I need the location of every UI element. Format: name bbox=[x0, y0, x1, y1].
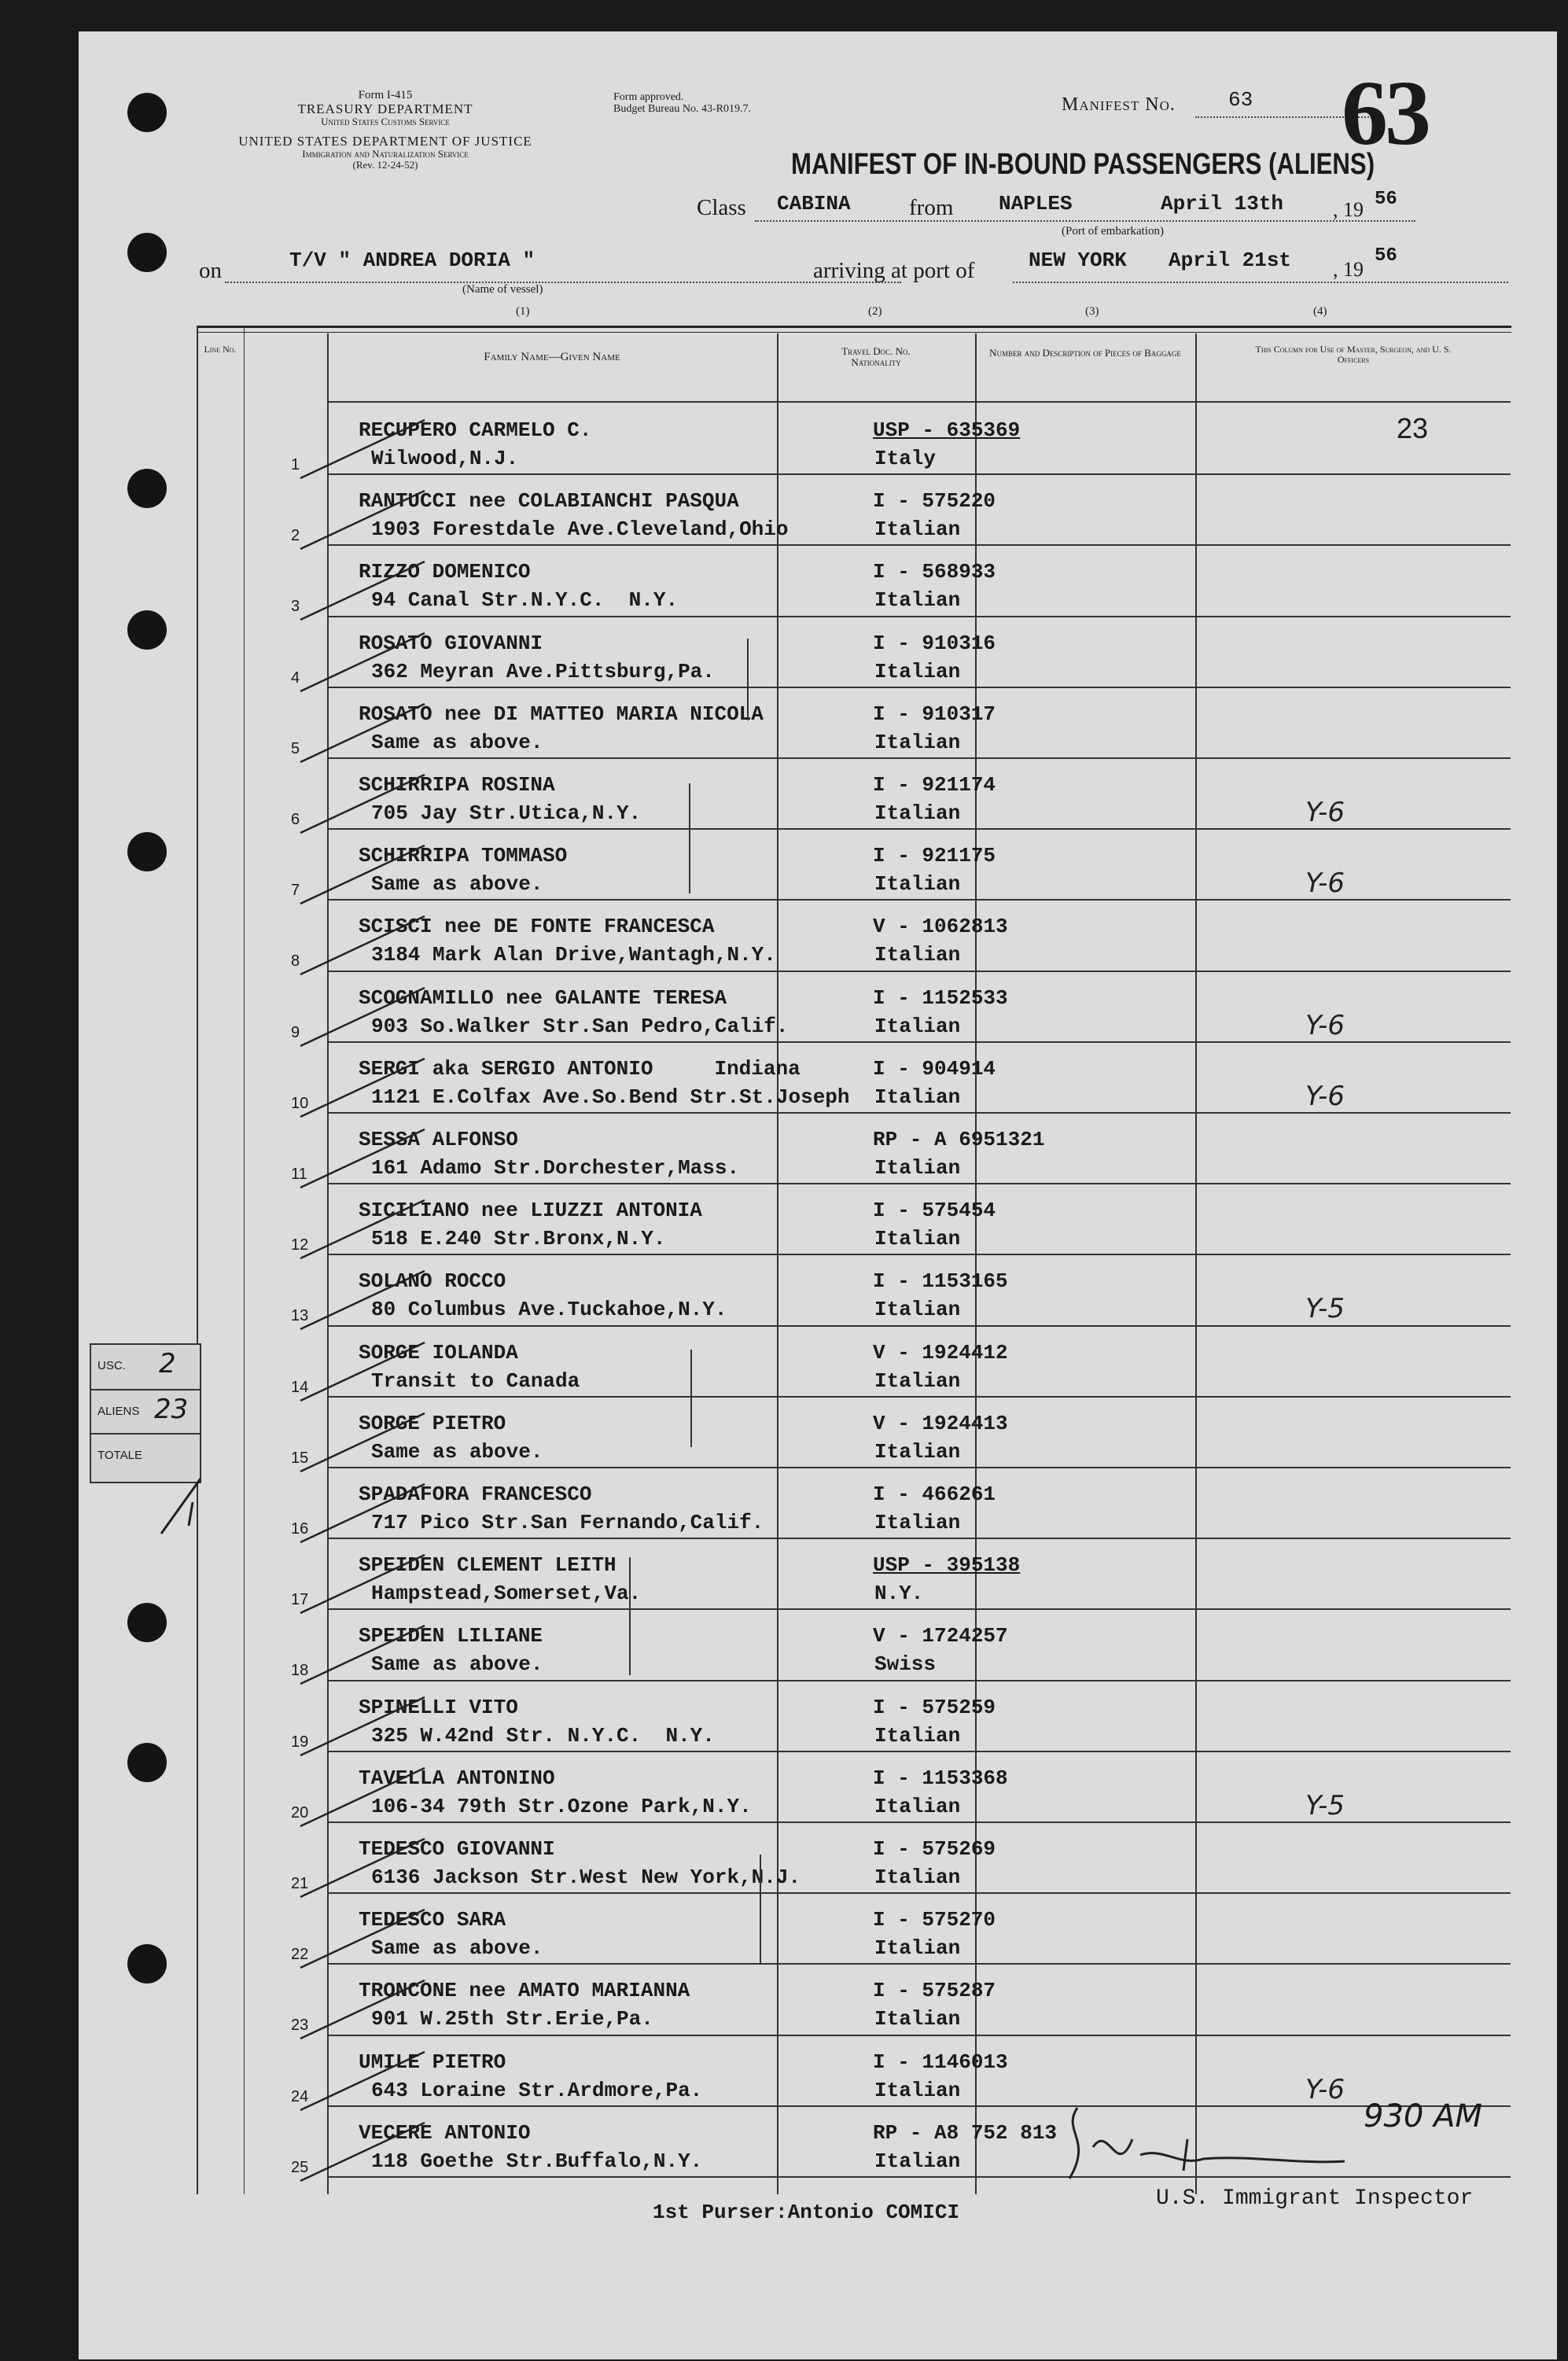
nationality: N.Y. bbox=[874, 1582, 924, 1606]
table-row bbox=[79, 902, 1557, 973]
row-divider bbox=[327, 1467, 1511, 1468]
passenger-address: 362 Meyran Ave.Pittsburg,Pa. bbox=[371, 659, 715, 683]
table-row bbox=[79, 690, 1557, 761]
manifest-title: MANIFEST OF IN-BOUND PASSENGERS (ALIENS) bbox=[791, 148, 1375, 181]
table-row bbox=[79, 477, 1557, 547]
officer-note: Y-5 bbox=[1305, 1789, 1345, 1821]
passenger-address: 518 E.240 Str.Bronx,N.Y. bbox=[371, 1227, 666, 1251]
tally-usc-value: 2 bbox=[159, 1348, 176, 1379]
table-row bbox=[79, 1683, 1557, 1754]
travel-document: V - 1924412 bbox=[873, 1340, 1008, 1365]
table-row bbox=[79, 1399, 1557, 1470]
travel-document: RP - A8 752 813 bbox=[873, 2120, 1058, 2145]
row-divider bbox=[327, 1538, 1511, 1539]
line-number: 18 bbox=[291, 1662, 309, 1680]
manifest-sheet bbox=[79, 31, 1557, 2359]
tally-stamp bbox=[90, 1343, 201, 1483]
table-row bbox=[79, 1257, 1557, 1328]
passenger-address: 1121 E.Colfax Ave.So.Bend Str.St.Joseph bbox=[371, 1085, 850, 1109]
manifest-page-number: 63 bbox=[1342, 61, 1428, 164]
row-divider bbox=[327, 828, 1511, 830]
line-number: 21 bbox=[291, 1875, 309, 1892]
passenger-name: SORGE PIETRO bbox=[359, 1411, 506, 1435]
departure-year: 56 bbox=[1375, 189, 1397, 210]
port-embarkation: NAPLES bbox=[999, 192, 1073, 215]
passenger-name: VECERE ANTONIO bbox=[359, 2120, 531, 2145]
nationality: Italian bbox=[874, 1794, 961, 1818]
ins-label: Immigration and Naturalization Service bbox=[302, 148, 469, 160]
travel-document: RP - A 6951321 bbox=[873, 1128, 1045, 1151]
passenger-name: SCHIRRIPA ROSINA bbox=[359, 773, 555, 797]
passenger-address: Same as above. bbox=[371, 1652, 543, 1677]
line-number: 8 bbox=[291, 952, 300, 971]
manifest-no-value: 63 bbox=[1228, 88, 1253, 112]
row-divider bbox=[327, 1892, 1511, 1894]
travel-document: I - 466261 bbox=[873, 1483, 996, 1506]
travel-document: I - 575287 bbox=[873, 1979, 996, 2003]
travel-document: I - 1146013 bbox=[873, 2050, 1008, 2074]
travel-document: V - 1924413 bbox=[873, 1411, 1008, 1435]
line-number: 12 bbox=[291, 1236, 309, 1254]
row-divider bbox=[327, 687, 1511, 688]
vessel-caption: (Name of vessel) bbox=[462, 283, 543, 296]
nationality: Italian bbox=[874, 1368, 961, 1393]
table-row bbox=[79, 1895, 1557, 1966]
passenger-name: UMILE PIETRO bbox=[359, 2050, 506, 2074]
nationality: Italian bbox=[874, 1723, 961, 1748]
nationality: Italian bbox=[874, 1511, 961, 1534]
passenger-name: ROSATO GIOVANNI bbox=[359, 631, 543, 655]
passenger-name: SCOGNAMILLO nee GALANTE TERESA bbox=[359, 985, 727, 1010]
table-row bbox=[79, 1966, 1557, 2037]
table-row bbox=[79, 1328, 1557, 1399]
line-number: 20 bbox=[291, 1803, 309, 1821]
line-number: 16 bbox=[291, 1520, 309, 1538]
col-num-1: (1) bbox=[516, 305, 530, 318]
line-number: 4 bbox=[291, 669, 300, 687]
officer-note: Y-6 bbox=[1305, 867, 1345, 900]
row-divider bbox=[327, 616, 1511, 617]
line-number: 3 bbox=[291, 598, 300, 616]
inspector-stamp: U.S. Immigrant Inspector bbox=[1156, 2186, 1474, 2211]
passenger-name: ROSATO nee DI MATTEO MARIA NICOLA bbox=[359, 702, 764, 726]
nationality: Italian bbox=[874, 1298, 961, 1322]
table-row bbox=[79, 619, 1557, 690]
passenger-address: 1903 Forestdale Ave.Cleveland,Ohio bbox=[371, 518, 789, 542]
arrival-port: NEW YORK bbox=[1029, 249, 1127, 272]
table-row bbox=[79, 1754, 1557, 1825]
travel-document: I - 1152533 bbox=[873, 985, 1008, 1010]
manifest-no-label: Manifest No. bbox=[1062, 94, 1176, 115]
officer-note: Y-6 bbox=[1305, 1009, 1345, 1041]
col-header-name: Family Name—Given Name bbox=[484, 351, 620, 363]
nationality: Italian bbox=[874, 801, 961, 825]
passenger-address: 643 Loraine Str.Ardmore,Pa. bbox=[371, 2078, 703, 2102]
row-divider bbox=[327, 1325, 1511, 1327]
passenger-name: SOLANO ROCCO bbox=[359, 1269, 506, 1294]
row-divider bbox=[327, 544, 1511, 546]
travel-document: I - 910317 bbox=[873, 702, 996, 726]
passenger-address: Same as above. bbox=[371, 1936, 543, 1961]
passenger-name: TAVELLA ANTONINO bbox=[359, 1766, 555, 1790]
table-row bbox=[79, 1611, 1557, 1682]
travel-document: I - 921174 bbox=[873, 773, 996, 797]
travel-document: USP - 395138 bbox=[873, 1553, 1021, 1578]
line-number: 7 bbox=[291, 882, 300, 900]
col-num-2: (2) bbox=[868, 305, 882, 318]
passenger-address: Wilwood,N.J. bbox=[371, 447, 519, 470]
line-number: 19 bbox=[291, 1733, 309, 1751]
table-row bbox=[79, 1541, 1557, 1611]
travel-document: I - 575270 bbox=[873, 1908, 996, 1932]
travel-document: I - 910316 bbox=[873, 631, 996, 655]
passenger-address: 903 So.Walker Str.San Pedro,Calif. bbox=[371, 1014, 789, 1038]
line-number: 14 bbox=[291, 1378, 309, 1396]
officer-note: Y-6 bbox=[1305, 1080, 1345, 1112]
travel-document: I - 921175 bbox=[873, 844, 996, 868]
inspection-time: 930 AM bbox=[1364, 2098, 1482, 2134]
table-top-rule bbox=[197, 326, 1511, 328]
passenger-name: SORGE IOLANDA bbox=[359, 1340, 518, 1365]
line-number: 17 bbox=[291, 1591, 309, 1609]
travel-document: I - 1153368 bbox=[873, 1766, 1008, 1790]
passenger-address: Same as above. bbox=[371, 872, 543, 897]
passenger-name: SCISCI nee DE FONTE FRANCESCA bbox=[359, 915, 715, 939]
nationality: Italian bbox=[874, 1085, 961, 1109]
line-number: 10 bbox=[291, 1094, 309, 1112]
table-row bbox=[79, 761, 1557, 831]
passenger-address: 901 W.25th Str.Erie,Pa. bbox=[371, 2007, 653, 2031]
tally-usc-label: USC. bbox=[98, 1359, 126, 1372]
travel-document: I - 575269 bbox=[873, 1837, 996, 1861]
arriving-label: arriving at port of bbox=[813, 258, 975, 283]
passenger-name: TRONCONE nee AMATO MARIANNA bbox=[359, 1979, 690, 2003]
passenger-address: 94 Canal Str.N.Y.C. N.Y. bbox=[371, 588, 679, 613]
form-header-left bbox=[79, 90, 692, 170]
passenger-name: SPINELLI VITO bbox=[359, 1695, 518, 1719]
travel-document: I - 568933 bbox=[873, 560, 996, 584]
alien-count-note: 23 bbox=[1397, 412, 1429, 444]
officer-note: Y-6 bbox=[1305, 2073, 1345, 2105]
departure-date: April 13th bbox=[1161, 192, 1284, 215]
on-label: on bbox=[199, 258, 222, 283]
revision-label: (Rev. 12-24-52) bbox=[352, 158, 418, 171]
table-row bbox=[79, 547, 1557, 618]
passenger-address: 6136 Jackson Str.West New York,N.J. bbox=[371, 1866, 801, 1889]
passenger-address: 3184 Mark Alan Drive,Wantagh,N.Y. bbox=[371, 943, 776, 967]
passenger-address: 705 Jay Str.Utica,N.Y. bbox=[371, 801, 642, 825]
passenger-address: 118 Goethe Str.Buffalo,N.Y. bbox=[371, 2149, 703, 2173]
line-number: 13 bbox=[291, 1307, 309, 1325]
nationality: Italian bbox=[874, 943, 961, 967]
nationality: Italian bbox=[874, 659, 961, 683]
row-divider bbox=[327, 899, 1511, 901]
officer-note: Y-5 bbox=[1305, 1293, 1345, 1325]
treasury-label: TREASURY DEPARTMENT bbox=[297, 101, 473, 116]
passenger-address: Hampstead,Somerset,Va. bbox=[371, 1582, 642, 1606]
row-divider bbox=[327, 757, 1511, 759]
customs-label: United States Customs Service bbox=[321, 115, 450, 127]
passenger-name: SICILIANO nee LIUZZI ANTONIA bbox=[359, 1199, 702, 1223]
passenger-name: SPEIDEN CLEMENT LEITH bbox=[359, 1553, 617, 1578]
passenger-address: 161 Adamo Str.Dorchester,Mass. bbox=[371, 1156, 740, 1180]
col-num-3: (3) bbox=[1085, 305, 1099, 318]
arrival-year-prefix: , 19 bbox=[1333, 258, 1364, 281]
line-number: 11 bbox=[291, 1166, 307, 1183]
punch-hole bbox=[127, 233, 167, 272]
col-header-doc: Travel Doc. No. Nationality bbox=[841, 345, 911, 369]
col-header-baggage: Number and Description of Pieces of Baggage bbox=[989, 347, 1181, 359]
travel-document: USP - 635369 bbox=[873, 418, 1021, 442]
passenger-name: SCHIRRIPA TOMMASO bbox=[359, 844, 568, 868]
row-divider bbox=[327, 971, 1511, 972]
nationality: Italian bbox=[874, 2007, 961, 2031]
line-number: 9 bbox=[291, 1023, 300, 1041]
nationality: Italian bbox=[874, 872, 961, 897]
line-number: 5 bbox=[291, 739, 300, 757]
arrival-year: 56 bbox=[1375, 245, 1397, 267]
passenger-address: 106-34 79th Str.Ozone Park,N.Y. bbox=[371, 1794, 752, 1818]
passenger-name: RIZZO DOMENICO bbox=[359, 560, 531, 584]
line-number: 24 bbox=[291, 2087, 309, 2105]
budget-text: Budget Bureau No. 43-R019.7. bbox=[613, 103, 751, 116]
travel-document: I - 575259 bbox=[873, 1695, 996, 1719]
nationality: Italian bbox=[874, 730, 961, 754]
nationality: Italian bbox=[874, 1227, 961, 1251]
nationality: Italian bbox=[874, 2078, 961, 2102]
table-row bbox=[79, 406, 1557, 477]
line-number: 22 bbox=[291, 1946, 309, 1964]
row-divider bbox=[327, 1396, 1511, 1398]
passenger-address: 325 W.42nd Str. N.Y.C. N.Y. bbox=[371, 1723, 715, 1748]
nationality: Italian bbox=[874, 588, 961, 613]
col-header-officers: This Column for Use of Master, Surgeon, and U. S. Officers bbox=[1255, 344, 1452, 366]
row-divider bbox=[327, 1112, 1511, 1114]
tally-aliens-value: 23 bbox=[154, 1394, 189, 1425]
nationality: Italian bbox=[874, 1014, 961, 1038]
nationality: Italian bbox=[874, 518, 961, 542]
passenger-name: SESSA ALFONSO bbox=[359, 1128, 518, 1151]
passenger-name: SERGI aka SERGIO ANTONIO Indiana bbox=[359, 1056, 801, 1081]
passenger-name: SPEIDEN LILIANE bbox=[359, 1624, 543, 1648]
table-row bbox=[79, 974, 1557, 1044]
travel-document: I - 575220 bbox=[873, 489, 996, 514]
year-prefix: , 19 bbox=[1333, 198, 1364, 221]
line-number: 1 bbox=[291, 456, 300, 473]
travel-document: V - 1062813 bbox=[873, 915, 1008, 939]
tally-aliens-label: ALIENS bbox=[98, 1405, 140, 1418]
passenger-name: RECUPERO CARMELO C. bbox=[359, 418, 592, 442]
line-number: 25 bbox=[291, 2158, 309, 2176]
line-number: 2 bbox=[291, 527, 300, 545]
tally-total-label: TOTALE bbox=[98, 1449, 142, 1462]
passenger-address: 717 Pico Str.San Fernando,Calif. bbox=[371, 1511, 764, 1534]
row-divider bbox=[327, 473, 1511, 475]
vessel-name: T/V " ANDREA DORIA " bbox=[289, 249, 536, 272]
from-label: from bbox=[909, 195, 954, 220]
table-row bbox=[79, 1186, 1557, 1257]
row-divider bbox=[327, 1821, 1511, 1823]
arrival-date: April 21st bbox=[1169, 249, 1292, 272]
line-number: 23 bbox=[291, 2017, 309, 2035]
table-row bbox=[79, 831, 1557, 902]
passenger-name: TEDESCO GIOVANNI bbox=[359, 1837, 555, 1861]
row-divider bbox=[327, 1963, 1511, 1965]
tally-mark bbox=[157, 1471, 212, 1541]
officer-note: Y-6 bbox=[1305, 797, 1345, 828]
class-label: Class bbox=[697, 195, 746, 220]
row-divider bbox=[327, 1751, 1511, 1752]
port-caption: (Port of embarkation) bbox=[1062, 225, 1164, 238]
nationality: Italy bbox=[874, 447, 937, 470]
travel-document: I - 1153165 bbox=[873, 1269, 1008, 1294]
nationality: Italian bbox=[874, 1439, 961, 1464]
purser-name: 1st Purser:Antonio COMICI bbox=[653, 2201, 960, 2224]
line-number: 15 bbox=[291, 1449, 309, 1467]
travel-document: V - 1724257 bbox=[873, 1624, 1008, 1648]
passenger-name: SPADAFORA FRANCESCO bbox=[359, 1483, 592, 1506]
nationality: Italian bbox=[874, 1866, 961, 1889]
row-divider bbox=[327, 1254, 1511, 1255]
nationality: Italian bbox=[874, 1936, 961, 1961]
approval-text: Form approved. bbox=[613, 91, 684, 103]
approval-block bbox=[613, 91, 751, 116]
row-divider bbox=[327, 1608, 1511, 1610]
table-row bbox=[79, 1825, 1557, 1895]
row-divider bbox=[327, 2035, 1511, 2036]
nationality: Swiss bbox=[874, 1652, 937, 1677]
row-divider bbox=[327, 1041, 1511, 1043]
nationality: Italian bbox=[874, 1156, 961, 1180]
passenger-address: Transit to Canada bbox=[371, 1368, 580, 1393]
travel-document: I - 904914 bbox=[873, 1056, 996, 1081]
passenger-name: TEDESCO SARA bbox=[359, 1908, 506, 1932]
table-row bbox=[79, 1470, 1557, 1541]
row-divider bbox=[327, 1680, 1511, 1681]
table-row bbox=[79, 1115, 1557, 1186]
passenger-address: 80 Columbus Ave.Tuckahoe,N.Y. bbox=[371, 1298, 727, 1322]
class-value: CABINA bbox=[777, 192, 851, 215]
justice-label: UNITED STATES DEPARTMENT OF JUSTICE bbox=[238, 134, 532, 149]
travel-document: I - 575454 bbox=[873, 1199, 996, 1223]
row-divider bbox=[327, 1183, 1511, 1184]
passenger-address: Same as above. bbox=[371, 1439, 543, 1464]
nationality: Italian bbox=[874, 2149, 961, 2173]
table-row bbox=[79, 1044, 1557, 1115]
col-num-4: (4) bbox=[1313, 305, 1327, 318]
col-header-line: Line No. bbox=[204, 344, 237, 355]
form-number: Form I-415 bbox=[358, 89, 413, 101]
passenger-name: RANTUCCI nee COLABIANCHI PASQUA bbox=[359, 489, 739, 514]
passenger-address: Same as above. bbox=[371, 730, 543, 754]
line-number: 6 bbox=[291, 811, 300, 828]
